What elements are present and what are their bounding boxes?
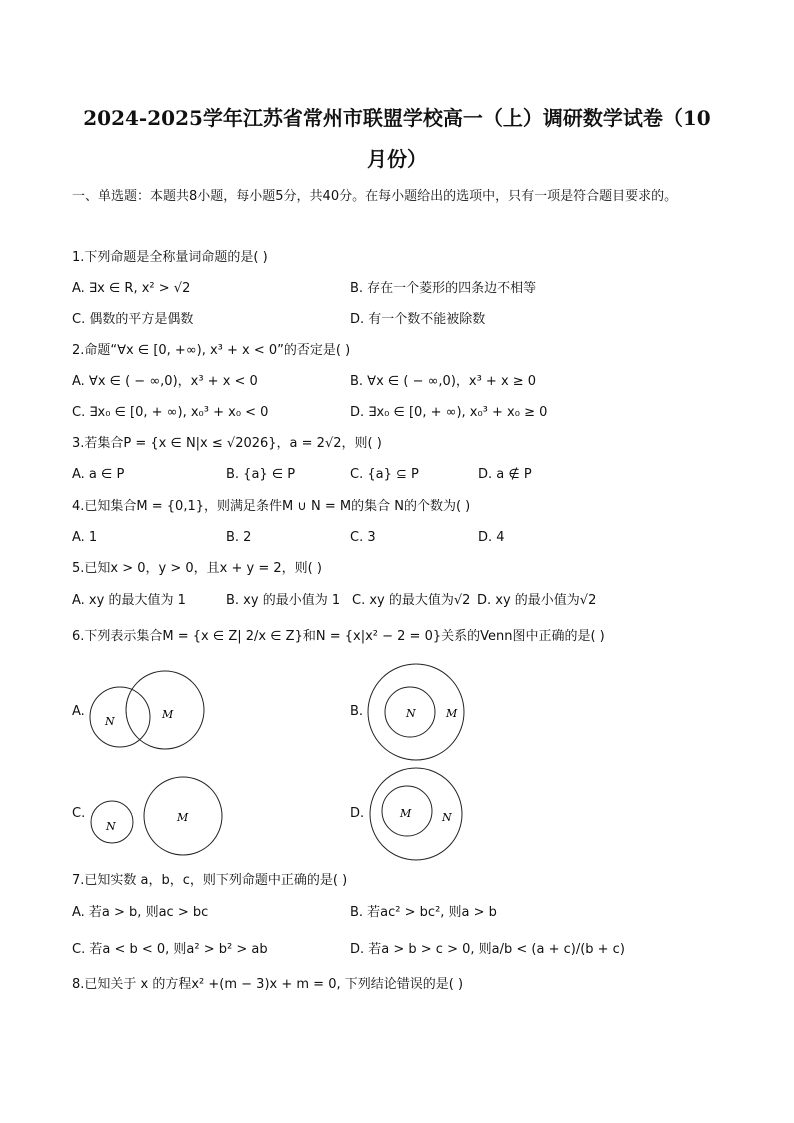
q6-option-d-label: D.	[350, 806, 365, 821]
venn-a-label-m: M	[162, 708, 174, 721]
venn-d-label-n: N	[442, 811, 452, 824]
q5-option-b: B. xy 的最小值为 1	[226, 593, 341, 608]
q1-option-d: D. 有一个数不能被除数	[350, 312, 486, 327]
question-3-stem: 3.若集合P = {x ∈ N|x ≤ √2026}，a = 2√2，则( )	[72, 436, 382, 451]
venn-diagram-d	[368, 766, 468, 866]
question-5-stem: 5.已知x > 0，y > 0，且x + y = 2，则( )	[72, 561, 322, 576]
q2-option-a: A. ∀x ∈ ( − ∞,0)，x³ + x < 0	[72, 374, 258, 389]
q3-option-b: B. {a} ∈ P	[226, 467, 296, 482]
question-7-stem: 7.已知实数 a，b，c，则下列命题中正确的是( )	[72, 873, 348, 888]
q7-option-d: D. 若a > b > c > 0, 则a/b < (a + c)/(b + c)	[350, 942, 625, 957]
q4-option-c: C. 3	[350, 530, 376, 545]
exam-title-line1: 2024-2025学年江苏省常州市联盟学校高一（上）调研数学试卷（10	[83, 106, 711, 130]
q6-option-a-label: A.	[72, 704, 85, 719]
q6-option-b-label: B.	[350, 704, 364, 719]
venn-c-label-m: M	[177, 811, 189, 824]
question-4-stem: 4.已知集合M = {0,1}，则满足条件M ∪ N = M的集合 N的个数为( )	[72, 499, 471, 514]
venn-b-label-n: N	[406, 707, 416, 720]
q2-option-c: C. ∃x₀ ∈ [0, + ∞), x₀³ + x₀ < 0	[72, 405, 269, 420]
q7-option-b: B. 若ac² > bc², 则a > b	[350, 905, 497, 920]
q4-option-b: B. 2	[226, 530, 252, 545]
venn-diagram-b	[366, 662, 470, 762]
q1-option-b: B. 存在一个菱形的四条边不相等	[350, 281, 537, 296]
venn-diagram-a	[88, 664, 208, 754]
venn-diagram-c	[88, 771, 228, 865]
q5-option-c: C. xy 的最大值为√2	[352, 593, 471, 608]
question-8-stem: 8.已知关于 x 的方程x² +(m − 3)x + m = 0, 下列结论错误的是( )	[72, 977, 464, 992]
q7-option-a: A. 若a > b, 则ac > bc	[72, 905, 209, 920]
q4-option-a: A. 1	[72, 530, 98, 545]
q5-option-d: D. xy 的最小值为√2	[477, 593, 597, 608]
question-6-stem: 6.下列表示集合M = {x ∈ Z| 2/x ∈ Z}和N = {x|x² − 2 = 0}关系的Venn图中正确的是( )	[72, 629, 605, 644]
q2-option-b: B. ∀x ∈ ( − ∞,0)，x³ + x ≥ 0	[350, 374, 537, 389]
q6-option-c-label: C.	[72, 806, 86, 821]
exam-title-line2: 月份）	[367, 147, 427, 171]
section-heading: 一、单选题：本题共8小题，每小题5分，共40分。在每小题给出的选项中，只有一项是符合题目要求的。	[72, 189, 678, 204]
venn-a-circle-n	[90, 687, 150, 747]
venn-b-label-m: M	[446, 707, 458, 720]
q4-option-d: D. 4	[478, 530, 505, 545]
q3-option-d: D. a ∉ P	[478, 467, 532, 482]
q2-option-d: D. ∃x₀ ∈ [0, + ∞), x₀³ + x₀ ≥ 0	[350, 405, 548, 420]
question-1-stem: 1.下列命题是全称量词命题的是( )	[72, 250, 268, 265]
venn-c-label-n: N	[106, 820, 116, 833]
q3-option-a: A. a ∈ P	[72, 467, 125, 482]
q5-option-a: A. xy 的最大值为 1	[72, 593, 186, 608]
venn-a-label-n: N	[105, 715, 115, 728]
q3-option-c: C. {a} ⊆ P	[350, 467, 419, 482]
question-2-stem: 2.命题“∀x ∈ [0, +∞), x³ + x < 0”的否定是( )	[72, 343, 351, 358]
q7-option-c: C. 若a < b < 0, 则a² > b² > ab	[72, 942, 268, 957]
q1-option-a: A. ∃x ∈ R, x² > √2	[72, 281, 191, 296]
venn-d-label-m: M	[400, 807, 412, 820]
q1-option-c: C. 偶数的平方是偶数	[72, 312, 194, 327]
